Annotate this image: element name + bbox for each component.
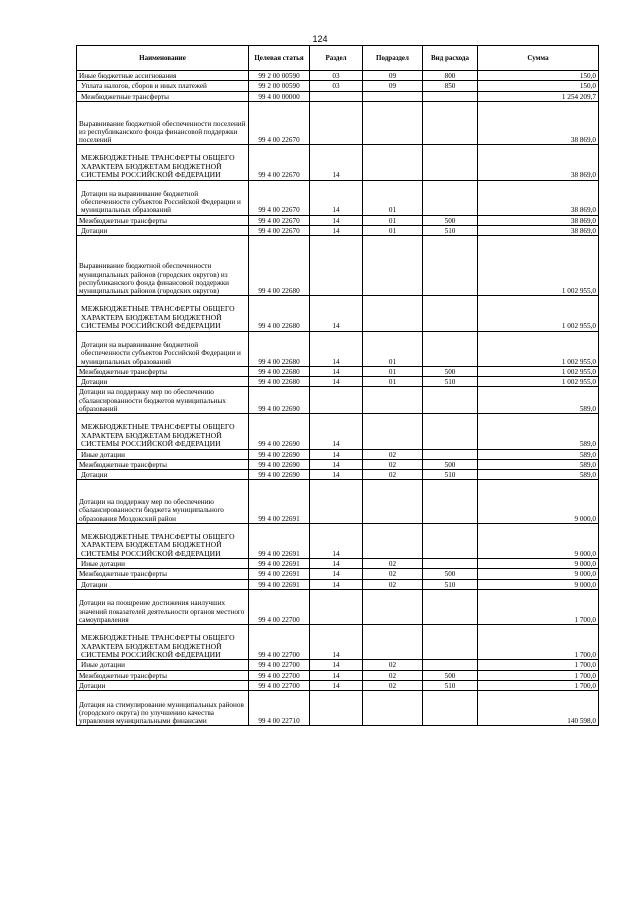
cell-expense-type: 510 [423, 680, 478, 690]
cell-expense-type [423, 101, 478, 145]
cell-name: Межбюджетные трансферты [77, 670, 249, 680]
cell-sum: 38 869,0 [478, 180, 599, 215]
cell-name: Иные дотации [77, 449, 249, 459]
cell-subsection: 02 [363, 680, 423, 690]
table-row [77, 91, 599, 101]
cell-expense-type: 510 [423, 226, 478, 236]
cell-subsection [363, 236, 423, 296]
cell-name: Дотации на поощрение достижения наилучших значений показателей деятельности органов местного самоуправления [77, 589, 249, 624]
cell-section: 14 [310, 660, 363, 670]
table-row [77, 145, 599, 180]
cell-expense-type: 500 [423, 366, 478, 376]
table-body [77, 71, 599, 726]
cell-section: 14 [310, 625, 363, 660]
cell-name: МЕЖБЮДЖЕТНЫЕ ТРАНСФЕРТЫ ОБЩЕГО ХАРАКТЕРА БЮДЖЕТАМ БЮДЖЕТНОЙ СИСТЕМЫ РОССИЙСКОЙ ФЕДЕРАЦИИ [77, 414, 249, 449]
cell-expense-type [423, 480, 478, 524]
cell-name: Дотации [77, 226, 249, 236]
table-row [77, 625, 599, 660]
cell-name: Выравнивание бюджетной обеспеченности поселений из республиканского фонда финансовой поддержки поселений [77, 101, 249, 145]
cell-subsection: 02 [363, 569, 423, 579]
cell-target-item: 99 4 00 22700 [249, 625, 310, 660]
cell-expense-type: 800 [423, 71, 478, 81]
cell-sum: 1 002 955,0 [478, 236, 599, 296]
budget-table [76, 45, 599, 726]
cell-section: 14 [310, 559, 363, 569]
cell-expense-type [423, 387, 478, 414]
cell-name: МЕЖБЮДЖЕТНЫЕ ТРАНСФЕРТЫ ОБЩЕГО ХАРАКТЕРА БЮДЖЕТАМ БЮДЖЕТНОЙ СИСТЕМЫ РОССИЙСКОЙ ФЕДЕРАЦИИ [77, 625, 249, 660]
cell-target-item: 99 4 00 22680 [249, 236, 310, 296]
cell-expense-type [423, 180, 478, 215]
cell-target-item: 99 4 00 22680 [249, 331, 310, 366]
table-row [77, 449, 599, 459]
cell-expense-type: 850 [423, 81, 478, 91]
cell-section: 14 [310, 226, 363, 236]
cell-subsection [363, 414, 423, 449]
cell-section [310, 387, 363, 414]
cell-target-item: 99 4 00 22691 [249, 559, 310, 569]
cell-expense-type [423, 625, 478, 660]
cell-sum: 1 700,0 [478, 670, 599, 680]
cell-target-item: 99 4 00 22680 [249, 296, 310, 331]
cell-sum: 589,0 [478, 470, 599, 480]
cell-subsection [363, 101, 423, 145]
cell-target-item: 99 4 00 22700 [249, 670, 310, 680]
cell-subsection: 01 [363, 366, 423, 376]
cell-expense-type [423, 414, 478, 449]
cell-target-item: 99 4 00 22680 [249, 377, 310, 387]
table-row [77, 559, 599, 569]
cell-subsection [363, 691, 423, 726]
cell-name: Дотации на выравнивание бюджетной обеспеченности субъектов Российской Федерации и муниципальных образований [77, 180, 249, 215]
cell-sum: 1 700,0 [478, 625, 599, 660]
cell-sum: 1 700,0 [478, 680, 599, 690]
cell-subsection: 02 [363, 459, 423, 469]
table-row [77, 226, 599, 236]
table-row [77, 523, 599, 558]
cell-expense-type: 500 [423, 459, 478, 469]
cell-subsection [363, 91, 423, 101]
cell-section: 14 [310, 680, 363, 690]
table-row [77, 569, 599, 579]
cell-expense-type: 510 [423, 579, 478, 589]
cell-name: Межбюджетные трансферты [77, 459, 249, 469]
table-row [77, 366, 599, 376]
table-row [77, 236, 599, 296]
cell-section: 14 [310, 523, 363, 558]
cell-section [310, 101, 363, 145]
cell-section: 14 [310, 670, 363, 680]
cell-target-item: 99 4 00 22700 [249, 660, 310, 670]
cell-name: Дотации [77, 680, 249, 690]
header-sum: Сумма [478, 46, 599, 71]
cell-target-item: 99 4 00 22690 [249, 459, 310, 469]
table-row [77, 101, 599, 145]
cell-target-item: 99 4 00 22670 [249, 101, 310, 145]
cell-subsection [363, 296, 423, 331]
cell-target-item: 99 4 00 22690 [249, 387, 310, 414]
cell-target-item: 99 2 00 00590 [249, 71, 310, 81]
cell-target-item: 99 4 00 22670 [249, 145, 310, 180]
cell-subsection: 02 [363, 470, 423, 480]
cell-sum: 1 002 955,0 [478, 377, 599, 387]
cell-sum: 1 002 955,0 [478, 366, 599, 376]
table-row [77, 459, 599, 469]
cell-section: 14 [310, 296, 363, 331]
cell-sum: 589,0 [478, 414, 599, 449]
cell-subsection: 02 [363, 559, 423, 569]
cell-name: Дотации на поддержку мер по обеспечению сбалансированности бюджетов муниципальных образований [77, 387, 249, 414]
cell-name: Дотации [77, 470, 249, 480]
table-row [77, 331, 599, 366]
cell-subsection [363, 480, 423, 524]
cell-subsection [363, 523, 423, 558]
cell-expense-type [423, 691, 478, 726]
cell-target-item: 99 4 00 22680 [249, 366, 310, 376]
cell-sum: 9 000,0 [478, 569, 599, 579]
header-name: Наименование [77, 46, 249, 71]
cell-expense-type [423, 449, 478, 459]
cell-subsection: 01 [363, 215, 423, 225]
table-row [77, 180, 599, 215]
cell-section: 14 [310, 215, 363, 225]
cell-expense-type [423, 296, 478, 331]
cell-expense-type: 500 [423, 569, 478, 579]
table-row [77, 296, 599, 331]
cell-sum: 1 700,0 [478, 589, 599, 624]
cell-section: 14 [310, 579, 363, 589]
cell-sum: 1 002 955,0 [478, 331, 599, 366]
cell-sum: 9 000,0 [478, 579, 599, 589]
cell-section: 14 [310, 470, 363, 480]
cell-expense-type: 500 [423, 670, 478, 680]
cell-expense-type [423, 236, 478, 296]
cell-sum: 9 000,0 [478, 559, 599, 569]
cell-subsection: 02 [363, 670, 423, 680]
cell-target-item: 99 4 00 22691 [249, 569, 310, 579]
cell-section: 14 [310, 180, 363, 215]
cell-name: Иные дотации [77, 660, 249, 670]
table-header-row [77, 46, 599, 71]
header-expense-type: Вид расхода [423, 46, 478, 71]
cell-name: Дотации [77, 377, 249, 387]
cell-section: 14 [310, 145, 363, 180]
table-row [77, 660, 599, 670]
table-row [77, 470, 599, 480]
cell-section: 14 [310, 449, 363, 459]
cell-target-item: 99 4 00 22700 [249, 589, 310, 624]
cell-name: Иные дотации [77, 559, 249, 569]
cell-target-item: 99 2 00 00590 [249, 81, 310, 91]
cell-name: МЕЖБЮДЖЕТНЫЕ ТРАНСФЕРТЫ ОБЩЕГО ХАРАКТЕРА БЮДЖЕТАМ БЮДЖЕТНОЙ СИСТЕМЫ РОССИЙСКОЙ ФЕДЕРАЦИИ [77, 296, 249, 331]
page-number: 124 [312, 34, 328, 44]
cell-sum: 38 869,0 [478, 145, 599, 180]
cell-section: 14 [310, 414, 363, 449]
cell-sum: 38 869,0 [478, 101, 599, 145]
cell-expense-type: 510 [423, 377, 478, 387]
table-row [77, 480, 599, 524]
cell-name: Межбюджетные трансферты [77, 91, 249, 101]
cell-subsection: 01 [363, 377, 423, 387]
table-row [77, 691, 599, 726]
cell-sum: 38 869,0 [478, 226, 599, 236]
table-row [77, 71, 599, 81]
cell-name: Выравнивание бюджетной обеспеченности муниципальных районов (городских округов) из республиканского фонда финансовой поддержки муниципальных районов (городских округов) [77, 236, 249, 296]
cell-name: Дотации [77, 579, 249, 589]
table-row [77, 81, 599, 91]
cell-section [310, 91, 363, 101]
cell-subsection [363, 625, 423, 660]
cell-section: 14 [310, 366, 363, 376]
cell-sum: 150,0 [478, 71, 599, 81]
cell-section: 14 [310, 331, 363, 366]
cell-sum: 140 598,0 [478, 691, 599, 726]
cell-section [310, 691, 363, 726]
cell-section [310, 236, 363, 296]
cell-section: 14 [310, 377, 363, 387]
cell-subsection: 01 [363, 180, 423, 215]
cell-subsection [363, 387, 423, 414]
cell-target-item: 99 4 00 22700 [249, 680, 310, 690]
cell-name: Дотация на стимулирование муниципальных районов (городского округа) по улучшению качества управления муниципальными финансами [77, 691, 249, 726]
cell-name: Иные бюджетные ассигнования [77, 71, 249, 81]
cell-sum: 589,0 [478, 459, 599, 469]
header-section: Раздел [310, 46, 363, 71]
cell-sum: 589,0 [478, 449, 599, 459]
cell-expense-type [423, 589, 478, 624]
table-row [77, 589, 599, 624]
cell-subsection [363, 589, 423, 624]
cell-section: 03 [310, 81, 363, 91]
cell-target-item: 99 4 00 22690 [249, 414, 310, 449]
cell-expense-type: 510 [423, 470, 478, 480]
table-row [77, 215, 599, 225]
cell-sum: 9 000,0 [478, 523, 599, 558]
header-subsection: Подраздел [363, 46, 423, 71]
cell-section: 14 [310, 459, 363, 469]
cell-target-item: 99 4 00 22690 [249, 449, 310, 459]
cell-target-item: 99 4 00 22670 [249, 180, 310, 215]
table-row [77, 414, 599, 449]
table-row [77, 680, 599, 690]
cell-sum: 1 002 955,0 [478, 296, 599, 331]
cell-target-item: 99 4 00 22670 [249, 215, 310, 225]
table-row [77, 377, 599, 387]
cell-expense-type [423, 523, 478, 558]
cell-subsection: 02 [363, 449, 423, 459]
cell-target-item: 99 4 00 22691 [249, 480, 310, 524]
cell-section: 14 [310, 569, 363, 579]
cell-subsection: 09 [363, 81, 423, 91]
cell-subsection: 09 [363, 71, 423, 81]
cell-subsection: 01 [363, 226, 423, 236]
cell-expense-type [423, 331, 478, 366]
cell-expense-type [423, 559, 478, 569]
table-row [77, 670, 599, 680]
table-row [77, 387, 599, 414]
cell-target-item: 99 4 00 22710 [249, 691, 310, 726]
cell-name: Уплата налогов, сборов и иных платежей [77, 81, 249, 91]
cell-sum: 150,0 [478, 81, 599, 91]
cell-target-item: 99 4 00 22670 [249, 226, 310, 236]
cell-name: Межбюджетные трансферты [77, 215, 249, 225]
cell-section [310, 589, 363, 624]
cell-sum: 9 000,0 [478, 480, 599, 524]
cell-subsection: 02 [363, 579, 423, 589]
cell-target-item: 99 4 00 22691 [249, 579, 310, 589]
cell-target-item: 99 4 00 22691 [249, 523, 310, 558]
cell-sum: 1 700,0 [478, 660, 599, 670]
cell-expense-type [423, 145, 478, 180]
cell-sum: 589,0 [478, 387, 599, 414]
cell-expense-type [423, 660, 478, 670]
cell-subsection [363, 145, 423, 180]
cell-name: Межбюджетные трансферты [77, 569, 249, 579]
cell-name: МЕЖБЮДЖЕТНЫЕ ТРАНСФЕРТЫ ОБЩЕГО ХАРАКТЕРА БЮДЖЕТАМ БЮДЖЕТНОЙ СИСТЕМЫ РОССИЙСКОЙ ФЕДЕРАЦИИ [77, 145, 249, 180]
header-target-item: Целевая статья [249, 46, 310, 71]
cell-target-item: 99 4 00 22690 [249, 470, 310, 480]
cell-subsection: 01 [363, 331, 423, 366]
cell-sum: 1 254 209,7 [478, 91, 599, 101]
cell-section [310, 480, 363, 524]
cell-target-item: 99 4 00 00000 [249, 91, 310, 101]
cell-sum: 38 869,0 [478, 215, 599, 225]
cell-expense-type: 500 [423, 215, 478, 225]
cell-name: Дотации на поддержку мер по обеспечению сбалансированности бюджета муниципального образования Моздокский район [77, 480, 249, 524]
table-row [77, 579, 599, 589]
cell-expense-type [423, 91, 478, 101]
cell-name: МЕЖБЮДЖЕТНЫЕ ТРАНСФЕРТЫ ОБЩЕГО ХАРАКТЕРА БЮДЖЕТАМ БЮДЖЕТНОЙ СИСТЕМЫ РОССИЙСКОЙ ФЕДЕРАЦИИ [77, 523, 249, 558]
cell-subsection: 02 [363, 660, 423, 670]
cell-section: 03 [310, 71, 363, 81]
cell-name: Межбюджетные трансферты [77, 366, 249, 376]
cell-name: Дотации на выравнивание бюджетной обеспеченности субъектов Российской Федерации и муниципальных образований [77, 331, 249, 366]
